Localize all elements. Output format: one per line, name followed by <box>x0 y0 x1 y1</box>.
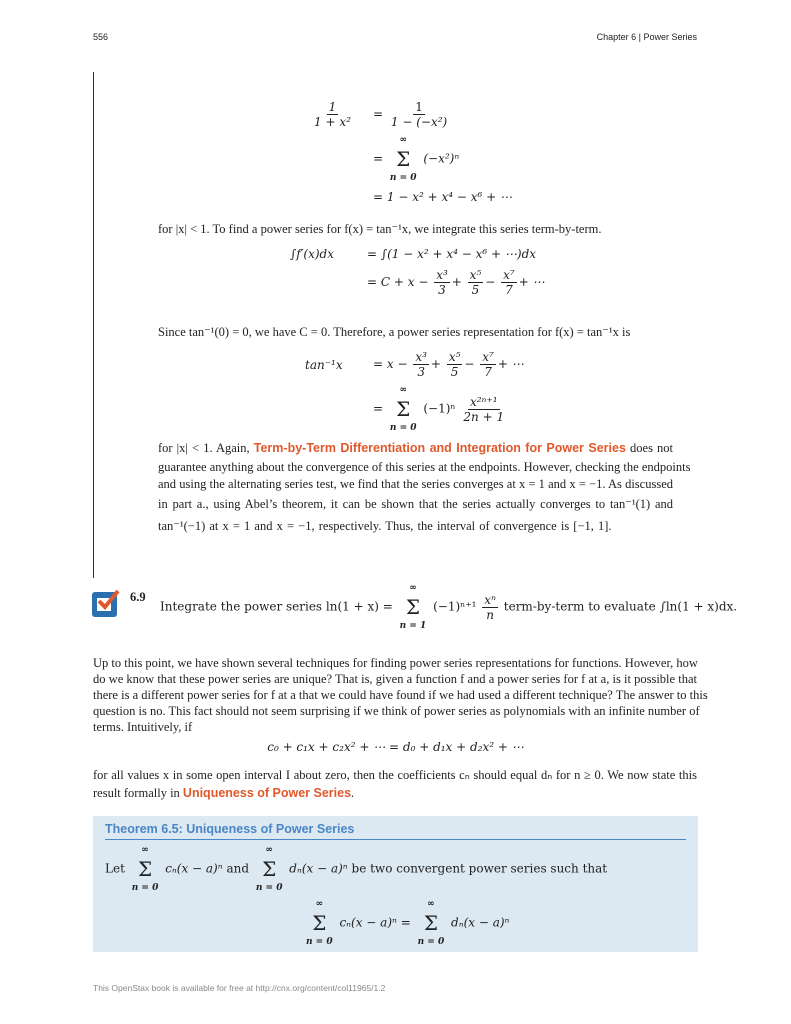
para2-line3: there is a different power series for f at a that we could have found if we had used a different technique? The answer to this <box>93 688 708 702</box>
para2-line1: Up to this point, we have shown several techniques for finding power series representations for functions. However, how <box>93 656 698 670</box>
para3-line1: for all values x in some open interval I about zero, then the coefficients cₙ should equal dₙ for n ≥ 0. We now state this <box>93 768 697 782</box>
chapter-header: Chapter 6 | Power Series <box>596 32 697 42</box>
para1-line4: in part a., using Abel’s theorem, it can be shown that the series actually converges to tan⁻¹(1) and <box>158 497 673 511</box>
exercise-number: 6.9 <box>130 590 146 604</box>
checkpoint-icon <box>92 592 117 617</box>
text-since: Since tan⁻¹(0) = 0, we have C = 0. Therefore, a power series representation for f(x) = tan⁻¹x is <box>158 325 631 339</box>
theorem-box <box>93 816 698 952</box>
para1-line1: for |x| < 1. Again, Term-by-Term Differentiation and Integration for Power Series does not <box>158 441 674 455</box>
equation-geometric-rhs: = $\frac{1}{\text{1 − (−x²)}}$ <box>373 100 448 129</box>
text-integrate-intro: for |x| < 1. To find a power series for f(x) = tan⁻¹x, we integrate this series term-by-term. <box>158 222 602 236</box>
link-uniqueness[interactable]: Uniqueness of Power Series <box>182 786 352 800</box>
theorem-title: Theorem 6.5: Uniqueness of Power Series <box>105 822 355 836</box>
theorem-statement: Let ∞ Σ n = 0 cₙ(x − a)ⁿ and ∞ Σ n = 0 dₙ(x − a)ⁿ be two convergent power series such that <box>105 845 608 893</box>
para1-line2: guarantee anything about the convergence of this series at the endpoints. However, checking the endpoints <box>158 460 691 474</box>
para1-line5: tan⁻¹(−1) at x = 1 and x = −1, respectively. Thus, the interval of convergence is [−1, 1]. <box>158 519 612 533</box>
equation-integral-rhs: = ∫(1 − x² + x⁴ − x⁶ + ⋯)dx <box>367 247 537 261</box>
theorem-title-rule <box>105 839 686 840</box>
equation-geometric-expansion: = 1 − x² + x⁴ − x⁶ + ⋯ <box>373 190 512 204</box>
para2-line4: question is no. This fact should not seem surprising if we think of power series as polynomials with an infinite number of <box>93 704 700 718</box>
equation-integral-lhs: ∫f′(x)dx <box>290 247 334 261</box>
equation-arctan-sum: = ∞ Σ n = 0 (−1)ⁿ $\frac{\text{x²ⁿ⁺¹}}{2n + 1}$ <box>373 385 505 433</box>
link-term-by-term[interactable]: Term-by-Term Differentiation and Integration for Power Series <box>253 441 626 455</box>
exercise-text: Integrate the power series ln(1 + x) = ∞ Σ n = 1 (−1)ⁿ⁺¹ $\frac{\text{xⁿ}}{n}$ term-by-term to evaluate ∫ln(1 + x)dx. <box>160 583 738 631</box>
equation-arctan-expansion: = x − $\frac{\text{x³}}{3}$ + $\frac{\text{x⁵}}{5}$ − $\frac{\text{x⁷}}{7}$ + ⋯ <box>373 350 524 379</box>
para2-line2: do we know that these power series are unique? That is, given a function f and a power series for f at a, is it possible that <box>93 672 697 686</box>
footer-text: This OpenStax book is available for free at http://cnx.org/content/col11965/1.2 <box>93 983 386 993</box>
equation-arctan-lhs: tan⁻¹x <box>305 358 343 372</box>
para2-line5: terms. Intuitively, if <box>93 720 193 734</box>
equation-geometric-lhs: $\frac{1}{\text{1 + x²}}$ <box>314 100 351 129</box>
page-number: 556 <box>93 32 109 42</box>
equation-coefficients: c₀ + c₁x + c₂x² + ⋯ = d₀ + d₁x + d₂x² + ⋯ <box>267 740 524 754</box>
theorem-equation: ∞ Σ n = 0 cₙ(x − a)ⁿ = ∞ Σ n = 0 dₙ(x − a)ⁿ <box>306 899 510 947</box>
para1-line3: and using the alternating series test, we find that the series converges at x = 1 and x = −1. As discussed <box>158 477 673 491</box>
para3-line2: result formally in Uniqueness of Power Series. <box>93 786 355 800</box>
equation-integral-result: = C + x − $\frac{\text{x³}}{3}$ + $\frac{\text{x⁵}}{5}$ − $\frac{\text{x⁷}}{7}$ + ⋯ <box>367 268 545 297</box>
example-side-bar <box>93 72 94 578</box>
equation-geometric-sum: = ∞ Σ n = 0 (−x²)ⁿ <box>373 135 460 183</box>
